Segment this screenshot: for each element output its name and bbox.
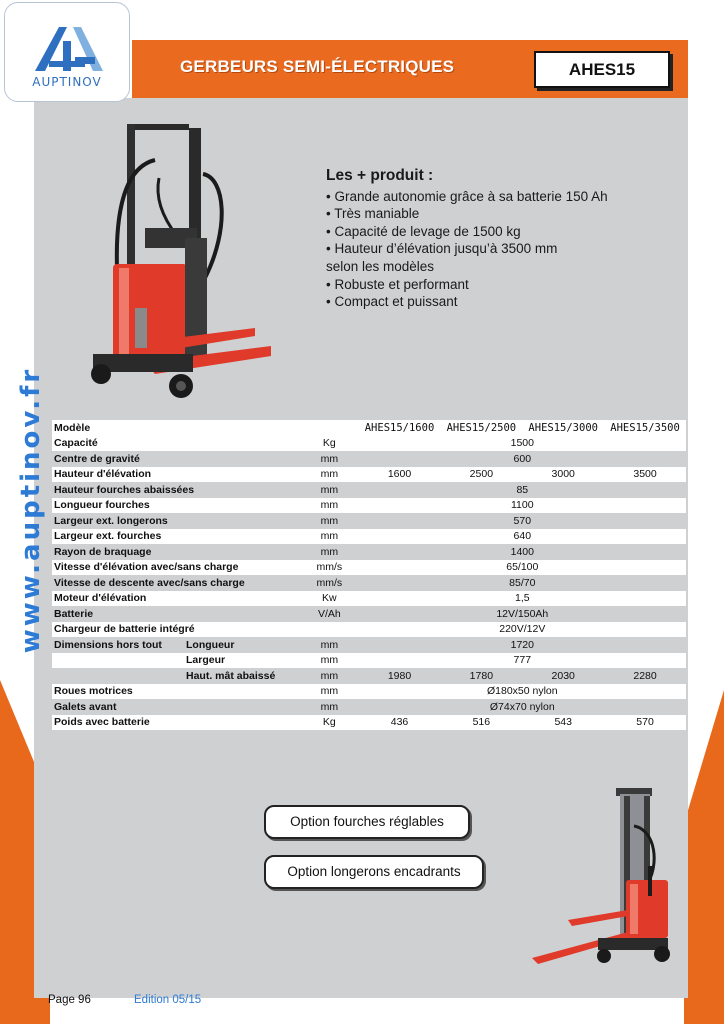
- table-row: [52, 715, 686, 731]
- brand-name: AUPTINOV: [32, 75, 102, 89]
- decor-orange-right: [684, 690, 724, 1024]
- row-unit: mm: [300, 482, 359, 498]
- page-number: Page 96: [48, 994, 91, 1006]
- row-sublabel: Longueur: [186, 638, 235, 651]
- row-unit: Kw: [300, 591, 359, 607]
- row-value: 777: [359, 653, 686, 669]
- feature-item: • Compact et puissant: [326, 294, 458, 310]
- row-value: 1600: [359, 467, 441, 483]
- row-unit: Kg: [300, 715, 359, 731]
- row-label: Vitesse de descente avec/sans charge: [52, 575, 300, 591]
- row-value: 543: [522, 715, 604, 731]
- row-value: 12V/150Ah: [359, 606, 686, 622]
- header-label: Modèle: [52, 420, 300, 436]
- row-value: 1500: [359, 436, 686, 452]
- table-row: [52, 467, 686, 483]
- table-header-row: [52, 420, 686, 436]
- row-value: 2500: [440, 467, 522, 483]
- table-row: [52, 637, 686, 653]
- row-unit: mm/s: [300, 560, 359, 576]
- row-value: 600: [359, 451, 686, 467]
- row-value: 3000: [522, 467, 604, 483]
- model-column: AHES15/3000: [522, 420, 604, 436]
- feature-item: • Très maniable: [326, 206, 420, 222]
- row-sublabel: Largeur: [186, 654, 226, 667]
- row-value: 1720: [359, 637, 686, 653]
- row-label: Batterie: [52, 606, 300, 622]
- row-value: 1980: [359, 668, 441, 684]
- features-title: Les + produit :: [326, 167, 434, 184]
- spec-table: [52, 420, 686, 730]
- side-url-text: www.auptinov.fr: [16, 366, 46, 654]
- table-row: [52, 560, 686, 576]
- row-value: 1780: [440, 668, 522, 684]
- row-unit: mm: [300, 513, 359, 529]
- row-label: Largeur ext. longerons: [52, 513, 300, 529]
- row-label: [52, 637, 300, 653]
- table-row: [52, 513, 686, 529]
- row-unit: mm: [300, 668, 359, 684]
- row-label: Longueur fourches: [52, 498, 300, 514]
- row-label: Chargeur de batterie intégré: [52, 622, 300, 638]
- row-unit: mm/s: [300, 575, 359, 591]
- model-column: AHES15/1600: [359, 420, 441, 436]
- edition: Edition 05/15: [134, 994, 202, 1006]
- row-label: [52, 653, 300, 669]
- row-value: 85/70: [359, 575, 686, 591]
- row-value: 1100: [359, 498, 686, 514]
- model-column: AHES15/2500: [440, 420, 522, 436]
- row-unit: mm: [300, 699, 359, 715]
- product-features: [326, 167, 608, 311]
- brand-logo: [4, 2, 130, 102]
- table-row: [52, 544, 686, 560]
- row-unit: mm: [300, 498, 359, 514]
- row-value: Ø74x70 nylon: [359, 699, 686, 715]
- row-label: Capacité: [52, 436, 300, 452]
- table-row: [52, 575, 686, 591]
- row-label: Poids avec batterie: [52, 715, 300, 731]
- table-row: [52, 606, 686, 622]
- row-label: Galets avant: [52, 699, 300, 715]
- row-label-main: Dimensions hors tout: [54, 638, 162, 651]
- row-value: 570: [604, 715, 686, 731]
- row-value: 65/100: [359, 560, 686, 576]
- row-label: Vitesse d'élévation avec/sans charge: [52, 560, 300, 576]
- row-unit: mm: [300, 544, 359, 560]
- row-unit: [300, 622, 359, 638]
- table-row: [52, 451, 686, 467]
- feature-item: selon les modèles: [326, 258, 435, 274]
- row-unit: mm: [300, 684, 359, 700]
- row-value: 220V/12V: [359, 622, 686, 638]
- row-unit: mm: [300, 467, 359, 483]
- row-unit: Kg: [300, 436, 359, 452]
- row-label: Largeur ext. fourches: [52, 529, 300, 545]
- row-unit: mm: [300, 637, 359, 653]
- row-value: 2280: [604, 668, 686, 684]
- row-sublabel: Haut. mât abaissé: [186, 669, 276, 682]
- table-row: [52, 653, 686, 669]
- table-row: [52, 622, 686, 638]
- stacker-illustration-main: [85, 118, 275, 403]
- model-column: AHES15/3500: [604, 420, 686, 436]
- logo-a-icon: [27, 21, 107, 73]
- row-label: Roues motrices: [52, 684, 300, 700]
- model-badge: AHES15: [534, 51, 670, 88]
- table-row: [52, 498, 686, 514]
- row-value: 1,5: [359, 591, 686, 607]
- row-unit: mm: [300, 529, 359, 545]
- row-value: 516: [440, 715, 522, 731]
- row-value: 570: [359, 513, 686, 529]
- row-label: Moteur d'élévation: [52, 591, 300, 607]
- row-unit: mm: [300, 653, 359, 669]
- stacker-illustration-secondary: [528, 786, 678, 972]
- feature-item: • Capacité de levage de 1500 kg: [326, 223, 521, 239]
- feature-item: • Hauteur d’élévation jusqu’à 3500 mm: [326, 241, 558, 257]
- table-row: [52, 482, 686, 498]
- row-value: 436: [359, 715, 441, 731]
- row-value: Ø180x50 nylon: [359, 684, 686, 700]
- row-value: 3500: [604, 467, 686, 483]
- feature-item: • Robuste et performant: [326, 276, 469, 292]
- feature-item: • Grande autonomie grâce à sa batterie 150 Ah: [326, 188, 608, 204]
- row-label: [52, 668, 300, 684]
- table-row: [52, 684, 686, 700]
- side-url: [12, 330, 50, 690]
- row-unit: V/Ah: [300, 606, 359, 622]
- row-label: Centre de gravité: [52, 451, 300, 467]
- table-row: [52, 529, 686, 545]
- row-value: 1400: [359, 544, 686, 560]
- table-row: [52, 591, 686, 607]
- table-row: [52, 699, 686, 715]
- row-value: 85: [359, 482, 686, 498]
- row-value: 2030: [522, 668, 604, 684]
- row-label: Rayon de braquage: [52, 544, 300, 560]
- page-title: GERBEURS SEMI-ÉLECTRIQUES: [180, 57, 455, 76]
- table-row: [52, 668, 686, 684]
- row-label: Hauteur fourches abaissées: [52, 482, 300, 498]
- row-label: Hauteur d'élévation: [52, 467, 300, 483]
- row-unit: mm: [300, 451, 359, 467]
- table-row: [52, 436, 686, 452]
- option-framed-straddles: Option longerons encadrants: [264, 855, 484, 889]
- row-value: 640: [359, 529, 686, 545]
- option-adjustable-forks: Option fourches réglables: [264, 805, 470, 839]
